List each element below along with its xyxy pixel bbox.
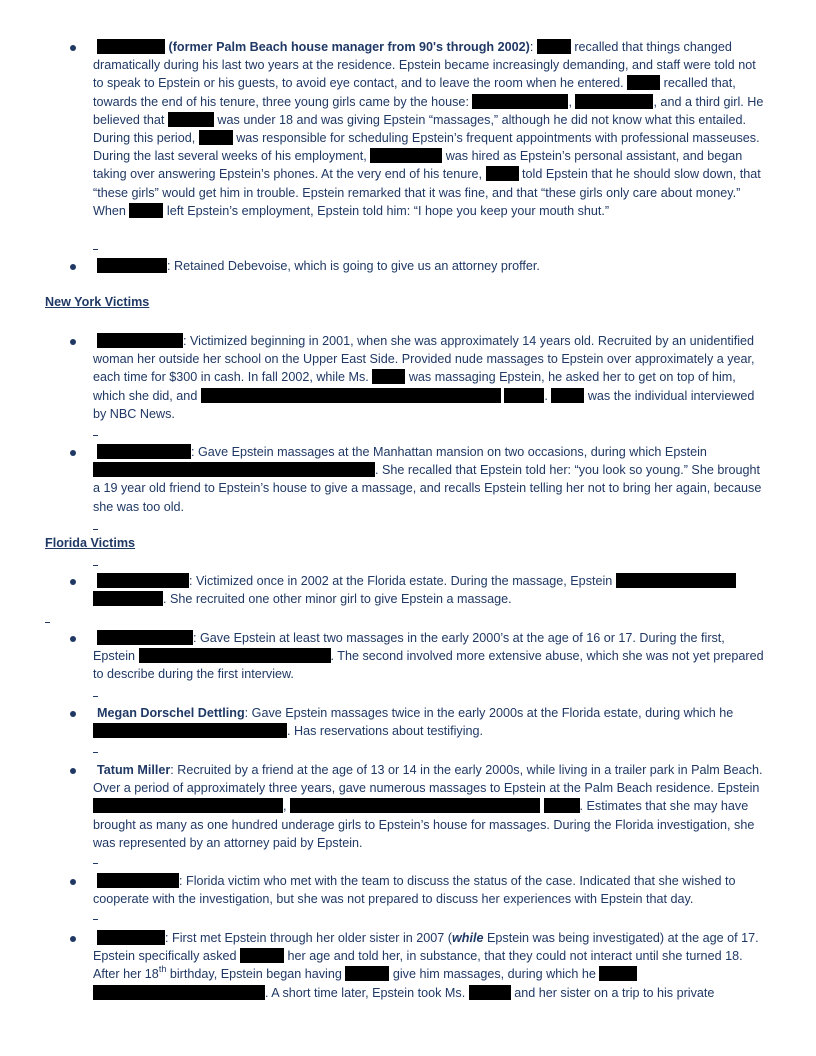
bullet bbox=[70, 768, 76, 774]
list-item: : Retained Debevoise, which is going to give us an attorney proffer. bbox=[93, 257, 769, 275]
bullet bbox=[70, 711, 76, 717]
paragraph-mark bbox=[93, 529, 98, 530]
redaction-box bbox=[97, 258, 167, 273]
redaction-box bbox=[129, 203, 163, 218]
redaction-box bbox=[616, 573, 736, 588]
bullet bbox=[70, 579, 76, 585]
redaction-box bbox=[97, 39, 165, 54]
redaction-box bbox=[537, 39, 571, 54]
redaction-box bbox=[345, 966, 389, 981]
bullet bbox=[70, 636, 76, 642]
redaction-box bbox=[97, 873, 179, 888]
paragraph-mark bbox=[93, 565, 98, 566]
paragraph-mark bbox=[45, 622, 50, 623]
redaction-box bbox=[201, 388, 501, 403]
redaction-box bbox=[575, 94, 653, 109]
bullet bbox=[70, 450, 76, 456]
list-item: : Florida victim who met with the team to discuss the status of the case. Indicated that she wished to cooperate with the investigation, but she was not prepared to discuss her experiences with Epstein that day. bbox=[93, 874, 736, 907]
redaction-box bbox=[97, 573, 189, 588]
redaction-box bbox=[240, 948, 284, 963]
redaction-box bbox=[199, 130, 233, 145]
redaction-box bbox=[504, 388, 544, 403]
list-item: : First met Epstein through her older sister in 2007 (while Epstein was being investigated) at the age of 17. Epstein specifically asked her age and told her, in substance, that they could not interact until she turned 18. After her 18th birthday, Epstein began having give him massages, during which he . A short time later, Epstein took Ms. and her sister on a trip to his private bbox=[93, 931, 759, 1000]
bullet bbox=[70, 879, 76, 885]
list-item: : Gave Epstein massages at the Manhattan mansion on two occasions, during which Epstein . She recalled that Epstein told her: “you look so young.” She brought a 19 year old friend to Epstein’s house to give a massage, and recalls Epstein telling her not to bring her again, because she was too old. bbox=[93, 445, 762, 514]
list-item: Megan Dorschel Dettling: Gave Epstein massages twice in the early 2000s at the Florida estate, during which he . Has reservations about testifiying. bbox=[93, 704, 769, 740]
list-item: : Gave Epstein at least two massages in the early 2000’s at the age of 16 or 17. During the first, Epstein . The second involved more extensive abuse, which she was not yet prepared to describe during the first interview. bbox=[93, 631, 764, 682]
list-item: (former Palm Beach house manager from 90's through 2002): recalled that things changed dramatically during his last two years at the residence. Epstein became increasingly demanding, and staff were told not to speak to Epstein or his guests, to avoid eye contact, and to leave the room when he entered. recalled that, towards the end of his tenure, three young girls came by the house: , , and a third girl. He believed that was under 18 and was giving Epstein “massages,” although he did not know what this entailed. During this period, was responsible for scheduling Epstein’s frequent appointments with professional masseuses. During the last several weeks of his employment, was hired as Epstein’s personal assistant, and began taking over answering Epstein’s phones. At the very end of his tenure, told Epstein that he should slow down, that “these girls” would get him in trouble. Epstein remarked that it was fine, and that “these girls only care about money.” When left Epstein’s employment, Epstein told him: “I hope you keep your mouth shut.” bbox=[93, 40, 764, 218]
paragraph-mark bbox=[93, 249, 98, 250]
bullet bbox=[70, 45, 76, 51]
redaction-box bbox=[93, 985, 265, 1000]
bullet bbox=[70, 936, 76, 942]
redaction-box bbox=[472, 94, 568, 109]
redaction-box bbox=[551, 388, 584, 403]
redaction-box bbox=[544, 798, 580, 813]
redaction-box bbox=[372, 369, 405, 384]
paragraph-mark bbox=[93, 696, 98, 697]
redaction-box bbox=[93, 462, 375, 477]
list-item: Tatum Miller: Recruited by a friend at the age of 13 or 14 in the early 2000s, while living in a trailer park in Palm Beach. Over a period of approximately three years, gave numerous massages to Epstein at the Palm Beach residence. Epstein , . Estimates that she may have brought as many as one hundred underage girls to Epstein’s house for massages. During the Florida investigation, she was represented by an attorney paid by Epstein. bbox=[93, 763, 763, 850]
redaction-box bbox=[486, 166, 519, 181]
redaction-box bbox=[93, 798, 283, 813]
paragraph-mark bbox=[93, 752, 98, 753]
paragraph-mark bbox=[93, 919, 98, 920]
redaction-box bbox=[97, 444, 191, 459]
paragraph-mark bbox=[93, 435, 98, 436]
paragraph-mark bbox=[93, 863, 98, 864]
list-item: : Victimized once in 2002 at the Florida estate. During the massage, Epstein . She recruited one other minor girl to give Epstein a massage. bbox=[93, 572, 769, 608]
redaction-box bbox=[139, 648, 331, 663]
redaction-box bbox=[627, 75, 660, 90]
list-item: : Victimized beginning in 2001, when she was approximately 14 years old. Recruited by an unidentified woman her outside her school on the Upper East Side. Provided nude massages to Epstein over approximately a year, each time for $300 in cash. In fall 2002, while Ms. was massaging Epstein, he asked her to get on top of him, which she did, and . was the individual interviewed by NBC News. bbox=[93, 334, 755, 421]
redaction-box bbox=[97, 930, 165, 945]
redaction-box bbox=[469, 985, 511, 1000]
section-heading-florida: Florida Victims bbox=[45, 536, 136, 550]
redaction-box bbox=[97, 630, 193, 645]
redaction-box bbox=[599, 966, 637, 981]
section-heading-new-york: New York Victims bbox=[45, 295, 150, 309]
redaction-box bbox=[168, 112, 214, 127]
bullet bbox=[70, 264, 76, 270]
bullet bbox=[70, 339, 76, 345]
redaction-box bbox=[97, 333, 183, 348]
redaction-box bbox=[290, 798, 540, 813]
redaction-box bbox=[93, 723, 287, 738]
redaction-box bbox=[93, 591, 163, 606]
redaction-box bbox=[370, 148, 442, 163]
